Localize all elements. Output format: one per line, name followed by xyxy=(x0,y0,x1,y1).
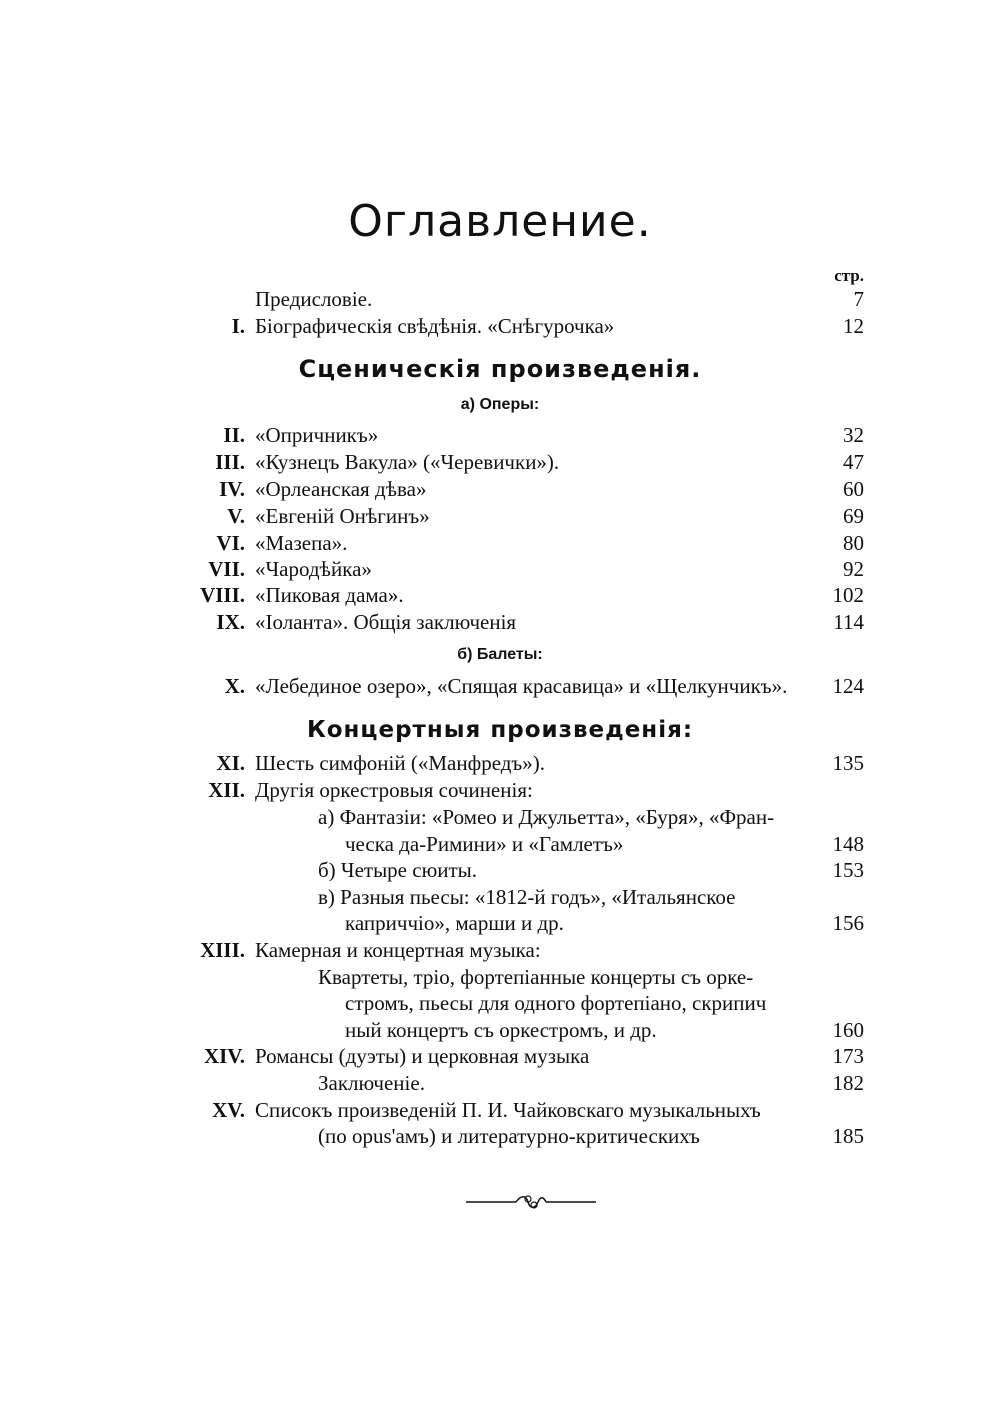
toc-entry-xv-line1: Списокъ произведеній П. И. Чайковскаго музыкальныхъ xyxy=(255,1098,761,1122)
toc-entry-xii-c-line2: каприччіо», марши и др. xyxy=(345,911,564,935)
toc-page-xiii: 160 xyxy=(832,1018,864,1042)
toc-entry-xii-a-line2: ческа да-Римини» и «Гамлетъ» xyxy=(345,832,624,856)
subsection-heading-operas: а) Оперы: xyxy=(460,396,540,413)
toc-preface-page: 7 xyxy=(853,287,864,311)
toc-num-ix: IX. xyxy=(216,610,245,634)
toc-entry-xiv: Романсы (дуэты) и церковная музыка xyxy=(255,1044,590,1068)
toc-entry-xii: Другія оркестровыя сочиненія: xyxy=(255,778,533,802)
toc-entry-ii: «Опричникъ» xyxy=(255,423,379,447)
toc-num-x: X. xyxy=(224,674,245,698)
toc-page-viii: 102 xyxy=(832,583,864,607)
toc-page-xv: 185 xyxy=(832,1124,864,1148)
toc-page-xiv: 173 xyxy=(832,1044,864,1068)
toc-page-xii-a: 148 xyxy=(832,832,864,856)
toc-entry-i: Біографическія свѣдѣнія. «Снѣгурочка» xyxy=(255,314,615,338)
toc-num-xv: XV. xyxy=(212,1098,245,1122)
page-column-label: стр. xyxy=(834,266,864,285)
toc-num-vii: VII. xyxy=(208,557,245,581)
toc-page-i: 12 xyxy=(843,314,864,338)
toc-num-xiv: XIV. xyxy=(203,1044,245,1068)
toc-conclusion-page: 182 xyxy=(832,1071,864,1095)
toc-entry-xii-c-line1: в) Разныя пьесы: «1812-й годъ», «Итальянское xyxy=(318,885,736,909)
toc-entry-ix: «Іоланта». Общія заключенія xyxy=(255,610,517,634)
toc-num-xiii: XIII. xyxy=(200,938,245,962)
toc-page-iii: 47 xyxy=(843,450,864,474)
toc-page-ii: 32 xyxy=(843,423,864,447)
section-heading-concert: Концертныя произведенія: xyxy=(306,717,694,743)
toc-entry-xii-a-line1: а) Фантазіи: «Ромео и Джульетта», «Буря», «Фран- xyxy=(318,805,775,829)
ornament-divider xyxy=(466,1190,596,1214)
toc-entry-xv-line2: (по opus'амъ) и литературно-критическихъ xyxy=(318,1124,700,1148)
toc-entry-vi: «Мазепа». xyxy=(255,531,348,555)
toc-page-v: 69 xyxy=(843,504,864,528)
toc-num-ii: II. xyxy=(223,423,245,447)
toc-num-iii: III. xyxy=(215,450,245,474)
subsection-heading-ballets: б) Балеты: xyxy=(457,646,543,663)
toc-conclusion-title: Заключеніе. xyxy=(318,1071,425,1095)
page-title: Оглавление. xyxy=(348,196,652,247)
toc-entry-v: «Евгеній Онѣгинъ» xyxy=(255,504,430,528)
toc-page-xii-c: 156 xyxy=(832,911,864,935)
toc-page-ix: 114 xyxy=(833,610,864,634)
toc-entry-xiii-line3: ный концертъ съ оркестромъ, и др. xyxy=(345,1018,657,1042)
toc-entry-xiii-line2: стромъ, пьесы для одного фортепіано, скрипич xyxy=(345,991,767,1015)
section-heading-stage: Сценическія произведенія. xyxy=(298,355,702,383)
toc-num-viii: VIII. xyxy=(200,583,245,607)
toc-page-vii: 92 xyxy=(843,557,864,581)
toc-entry-viii: «Пиковая дама». xyxy=(255,583,404,607)
toc-num-vi: VI. xyxy=(216,531,245,555)
toc-num-xii: XII. xyxy=(208,778,245,802)
toc-entry-xiii: Камерная и концертная музыка: xyxy=(255,938,541,962)
toc-num-iv: IV. xyxy=(219,477,245,501)
toc-page-xi: 135 xyxy=(832,751,864,775)
toc-entry-iii: «Кузнецъ Вакула» («Черевички»). xyxy=(255,450,560,474)
toc-page-iv: 60 xyxy=(843,477,864,501)
toc-entry-iv: «Орлеанская дѣва» xyxy=(255,477,427,501)
toc-page-vi: 80 xyxy=(843,531,864,555)
toc-num-xi: XI. xyxy=(216,751,245,775)
toc-entry-vii: «Чародѣйка» xyxy=(255,557,372,581)
toc-preface-title: Предисловіе. xyxy=(255,287,373,311)
toc-entry-xiii-line1: Квартеты, тріо, фортепіанные концерты съ орке- xyxy=(318,965,754,989)
toc-entry-xii-b: б) Четыре сюиты. xyxy=(318,858,478,882)
toc-page-x: 124 xyxy=(832,674,864,698)
toc-num-v: V. xyxy=(227,504,245,528)
toc-entry-xi: Шесть симфоній («Манфредъ»). xyxy=(255,751,546,775)
toc-num-i: I. xyxy=(231,314,245,338)
toc-entry-x: «Лебединое озеро», «Спящая красавица» и «Щелкунчикъ». xyxy=(255,674,788,698)
toc-page-xii-b: 153 xyxy=(832,858,864,882)
